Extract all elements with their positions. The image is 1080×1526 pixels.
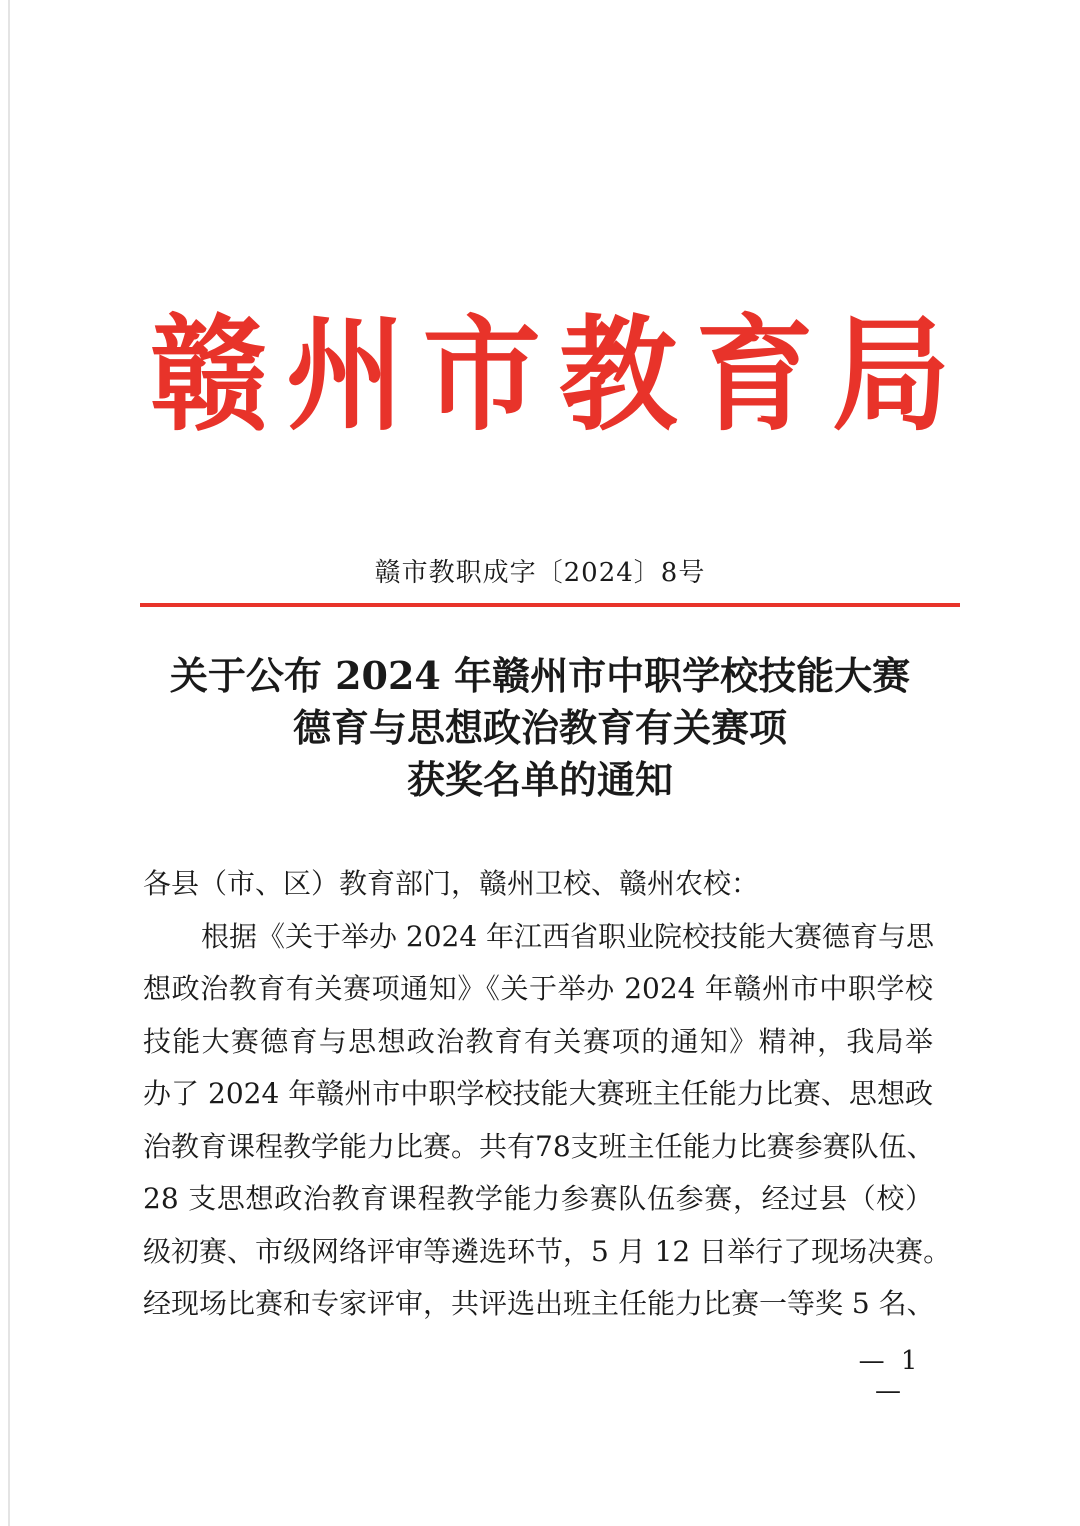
body-line: 根据《关于举办 2024 年江西省职业院校技能大赛德育与思 [201, 919, 935, 953]
document-number: 赣市教职成字〔2024〕8号 [374, 558, 706, 588]
header-char: 州 [286, 302, 405, 448]
header-char: 局 [831, 302, 950, 448]
title-line: 关于公布 2024 年赣州市中职学校技能大赛 [169, 653, 911, 698]
page-edge [8, 0, 10, 1526]
page-number: — 1 — [858, 1346, 922, 1406]
salutation: 各县（市、区）教育部门，赣州卫校、赣州农校： [143, 867, 760, 900]
body-line: 技能大赛德育与思想政治教育有关赛项的通知》精神，我局举 [143, 1024, 933, 1058]
header-char: 育 [695, 302, 814, 448]
header-char: 教 [559, 302, 678, 448]
issuer-header [150, 300, 950, 450]
body-line: 想政治教育有关赛项通知》《关于举办 2024 年赣州市中职学校 [143, 972, 933, 1005]
title-line: 德育与思想政治教育有关赛项 [292, 705, 787, 750]
body-line: 28 支思想政治教育课程教学能力参赛队伍参赛，经过县（校） [143, 1182, 933, 1215]
document-title [100, 650, 980, 806]
title-line: 获奖名单的通知 [406, 757, 673, 802]
body-line: 经现场比赛和专家评审，共评选出班主任能力比赛一等奖 5 名、 [143, 1287, 935, 1320]
red-divider-line [140, 603, 960, 607]
body-line: 治教育课程教学能力比赛。共有78支班主任能力比赛参赛队伍、 [143, 1129, 935, 1163]
body-line: 办了 2024 年赣州市中职学校技能大赛班主任能力比赛、思想政 [143, 1077, 933, 1110]
header-char: 赣 [150, 302, 269, 448]
header-char: 市 [422, 302, 541, 448]
body-line: 级初赛、市级网络评审等遴选环节，5 月 12 日举行了现场决赛。 [143, 1234, 952, 1268]
document-body [143, 858, 952, 1331]
